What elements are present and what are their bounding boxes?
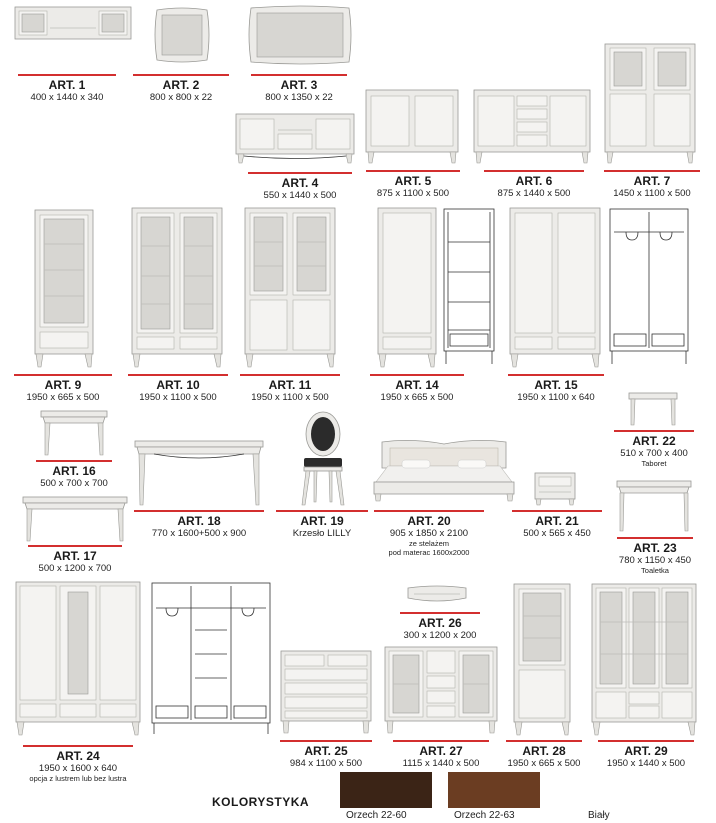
art-28-image [512, 582, 572, 736]
art-4-title: ART. 4 [281, 176, 319, 190]
art-7-title: ART. 7 [633, 174, 671, 188]
art-22-dims: 510 x 700 x 400 [620, 448, 688, 459]
art-29-image [590, 582, 698, 736]
art-3-title: ART. 3 [280, 78, 318, 92]
art-9-dims: 1950 x 665 x 500 [26, 392, 100, 403]
art-14-title: ART. 14 [395, 378, 439, 392]
art-7-image [603, 42, 697, 164]
art-28-label [498, 740, 590, 769]
art-15-image [508, 206, 692, 368]
swatch-orzech-22-63 [448, 772, 540, 808]
art-5-label [366, 170, 460, 199]
art-23-dims: 780 x 1150 x 450 [618, 555, 692, 566]
art-2-dims: 800 x 800 x 22 [149, 92, 213, 103]
art-15-title: ART. 15 [534, 378, 578, 392]
art-22-image [628, 392, 678, 426]
art-10-image [130, 206, 224, 368]
art-24-label [14, 745, 142, 783]
art-16-dims: 500 x 700 x 700 [40, 478, 108, 489]
art-25-image [280, 650, 372, 734]
art-3-dims: 800 x 1350 x 22 [265, 92, 333, 103]
art-5-dims: 875 x 1100 x 500 [376, 188, 450, 199]
art-9-label [14, 374, 112, 403]
art-23-image [616, 480, 692, 532]
art-6-label [484, 170, 584, 199]
art-14-image [376, 206, 498, 368]
art-19-label [276, 510, 368, 539]
art-24-note: opcja z lustrem lub bez lustra [29, 774, 127, 783]
art-24-dims: 1950 x 1600 x 640 [38, 763, 118, 774]
art-22-title: ART. 22 [632, 434, 676, 448]
art-16-image [40, 410, 108, 456]
art-21-dims: 500 x 565 x 450 [523, 528, 591, 539]
art-26-title: ART. 26 [418, 616, 462, 630]
art-16-title: ART. 16 [52, 464, 96, 478]
art-20-note-frame: ze stelażem [408, 539, 450, 548]
art-7-label [604, 170, 700, 199]
art-18-dims: 770 x 1600+500 x 900 [151, 528, 247, 539]
art-21-image [534, 472, 576, 506]
art-15-label [508, 374, 604, 403]
art-20-image [372, 438, 516, 502]
art-17-title: ART. 17 [53, 549, 97, 563]
art-11-label [240, 374, 340, 403]
art-6-title: ART. 6 [515, 174, 553, 188]
art-24-title: ART. 24 [56, 749, 100, 763]
art-3-image [247, 4, 353, 66]
art-1-title: ART. 1 [48, 78, 86, 92]
swatch-orzech-22-60-label: Orzech 22-60 [346, 810, 407, 821]
art-17-dims: 500 x 1200 x 700 [38, 563, 112, 574]
colors-title: KOLORYSTYKA [212, 795, 310, 809]
art-6-dims: 875 x 1440 x 500 [497, 188, 571, 199]
art-25-title: ART. 25 [304, 744, 348, 758]
swatch-orzech-22-63-label: Orzech 22-63 [454, 810, 515, 821]
art-9-title: ART. 9 [44, 378, 82, 392]
art-10-title: ART. 10 [156, 378, 200, 392]
art-27-label [388, 740, 494, 769]
art-16-label [36, 460, 112, 489]
art-14-dims: 1950 x 665 x 500 [380, 392, 454, 403]
art-2-title: ART. 2 [162, 78, 200, 92]
art-15-dims: 1950 x 1100 x 640 [517, 392, 595, 403]
art-18-label [134, 510, 264, 539]
art-29-dims: 1950 x 1440 x 500 [606, 758, 686, 769]
art-14-label [370, 374, 464, 403]
art-4-image [234, 112, 356, 164]
art-21-label [512, 510, 602, 539]
art-28-title: ART. 28 [522, 744, 566, 758]
swatch-orzech-22-60 [340, 772, 432, 808]
art-7-dims: 1450 x 1100 x 500 [613, 188, 691, 199]
art-23-label [612, 537, 698, 575]
art-5-title: ART. 5 [394, 174, 432, 188]
art-2-label [133, 74, 229, 103]
art-21-title: ART. 21 [535, 514, 579, 528]
art-25-dims: 984 x 1100 x 500 [289, 758, 363, 769]
art-25-label [280, 740, 372, 769]
art-2-image [153, 6, 211, 64]
art-19-image [296, 410, 350, 506]
art-17-image [22, 496, 128, 542]
art-26-dims: 300 x 1200 x 200 [403, 630, 477, 641]
art-28-dims: 1950 x 665 x 500 [507, 758, 581, 769]
art-18-image [134, 440, 264, 506]
art-5-image [364, 88, 460, 164]
art-26-label [390, 612, 490, 641]
art-4-dims: 550 x 1440 x 500 [263, 190, 337, 201]
swatch-bialy [556, 772, 648, 808]
art-4-label [248, 172, 352, 201]
art-27-title: ART. 27 [419, 744, 463, 758]
art-10-dims: 1950 x 1100 x 500 [139, 392, 217, 403]
art-23-title: ART. 23 [633, 541, 677, 555]
art-9-image [33, 208, 95, 368]
art-27-dims: 1115 x 1440 x 500 [402, 758, 480, 769]
art-29-label [594, 740, 698, 769]
art-22-label [614, 430, 694, 468]
art-11-title: ART. 11 [268, 378, 312, 392]
art-11-image [243, 206, 337, 368]
swatch-bialy-label: Biały [588, 810, 610, 821]
art-22-note: Taboret [641, 459, 667, 468]
art-1-image [14, 6, 132, 40]
art-29-title: ART. 29 [624, 744, 668, 758]
art-20-label [374, 510, 484, 557]
art-26-image [406, 584, 468, 606]
art-10-label [128, 374, 228, 403]
art-1-label [18, 74, 116, 103]
art-3-label [251, 74, 347, 103]
art-1-dims: 400 x 1440 x 340 [30, 92, 104, 103]
art-19-dims: Krzesło LILLY [292, 528, 352, 539]
art-24-image [14, 580, 274, 736]
art-27-image [384, 646, 498, 734]
art-11-dims: 1950 x 1100 x 500 [251, 392, 329, 403]
art-20-dims: 905 x 1850 x 2100 [389, 528, 469, 539]
art-19-title: ART. 19 [300, 514, 344, 528]
art-23-note: Toaletka [641, 566, 669, 575]
art-17-label [28, 545, 122, 574]
art-6-image [472, 88, 592, 164]
art-20-note-mattress: pod materac 1600x2000 [388, 548, 470, 557]
art-20-title: ART. 20 [407, 514, 451, 528]
art-18-title: ART. 18 [177, 514, 221, 528]
